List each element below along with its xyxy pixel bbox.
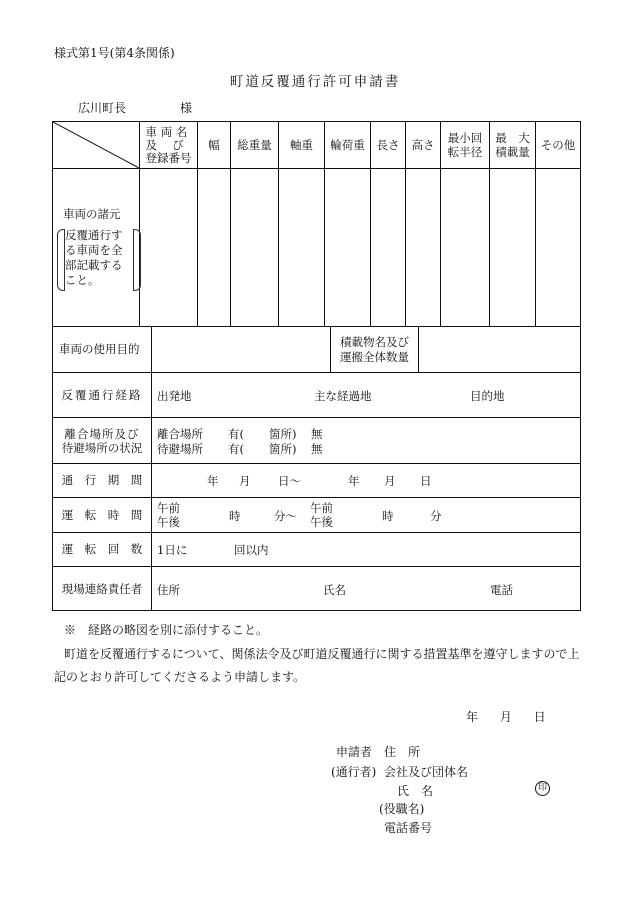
start-pm: 午後 (157, 515, 180, 529)
phone-label: 電話番号 (384, 821, 433, 835)
end-am: 午前 (310, 501, 333, 515)
col-other: その他 (540, 137, 576, 152)
start-am: 午前 (157, 501, 180, 515)
col-gross-weight: 総重量 (237, 137, 272, 152)
trips-prefix: 1日に (157, 543, 188, 557)
waiting-none: 無 (311, 442, 323, 456)
trips-suffix: 回以内 (234, 543, 269, 557)
purpose-label: 車両の使用目的 (59, 342, 140, 357)
col-wheel-load: 輪荷重 (330, 137, 365, 152)
start-minute: 分～ (274, 509, 297, 523)
hours-label: 運 転 時 間 (61, 507, 143, 522)
col-vehicle-name: 車 両 名 及 び 登録番号 (145, 124, 192, 165)
seal-mark: 印 (535, 781, 550, 796)
passing-none: 無 (311, 427, 323, 441)
form-number: 様式第1号(第4条関係) (54, 46, 175, 60)
operator-label: (通行者) (331, 765, 377, 779)
contact-name: 氏名 (323, 583, 346, 597)
cargo-label: 積載物名及び 運搬全体数量 (340, 335, 409, 364)
passing-count: 箇所) (269, 427, 297, 441)
col-length: 長さ (376, 137, 400, 152)
period-end-year: 年 (348, 474, 360, 488)
end-pm: 午後 (310, 515, 333, 529)
pledge-text-line2: 記のとおり許可してくださるよう申請します。 (54, 670, 306, 684)
application-date: 年 月 日 (466, 710, 546, 724)
form-title: 町道反覆通行許可申請書 (229, 74, 401, 90)
col-turning-radius: 最小回 転半径 (447, 130, 483, 159)
route-via: 主な経過地 (314, 389, 372, 403)
passing-has: 有( (228, 427, 244, 441)
period-start-year: 年 (207, 474, 219, 488)
company-label: 会社及び団体名 (384, 765, 469, 779)
route-destination: 目的地 (470, 389, 505, 403)
col-max-load: 最 大 積載量 (495, 130, 530, 159)
vehicle-specs-note: 反覆通行す る車両を全 部記載する こと。 (61, 228, 143, 288)
header-diagonal (53, 122, 140, 169)
application-table (52, 121, 581, 611)
applicant-label: 申請者 (336, 745, 373, 759)
route-label: 反覆通行経路 (61, 387, 143, 402)
col-height: 高さ (411, 137, 435, 152)
route-map-note: ※ 経路の略図を別に添付すること。 (64, 623, 269, 637)
pledge-text-line1: 町道を反覆通行するについて、関係法令及び町道反覆通行に関する措置基準を遵守しますので上 (64, 647, 580, 661)
end-hour: 時 (382, 509, 394, 523)
contact-phone: 電話 (490, 583, 513, 597)
col-axle-load: 軸重 (290, 137, 313, 152)
addressee: 広川町長 (78, 101, 127, 115)
period-end-month: 月 (384, 474, 396, 488)
addressee-suffix: 様 (180, 101, 193, 115)
address-label: 住 所 (384, 745, 421, 759)
contact-label: 現場連絡責任者 (61, 581, 143, 596)
vehicle-specs-label: 車両の諸元 (63, 207, 121, 221)
name-label: 氏 名 (397, 784, 434, 798)
col-width: 幅 (208, 137, 220, 152)
passing-place-label: 離合場所 (157, 427, 203, 441)
waiting-has: 有( (228, 442, 244, 456)
trips-label: 運 転 回 数 (61, 542, 143, 557)
period-start-day: 日～ (278, 474, 301, 488)
stop-label: 離合場所及び 待避場所の状況 (61, 426, 143, 455)
contact-address: 住所 (157, 583, 180, 597)
end-minute: 分 (430, 509, 442, 523)
route-origin: 出発地 (157, 389, 192, 403)
period-end-day: 日 (420, 474, 432, 488)
title-label: (役職名) (379, 802, 425, 816)
waiting-place-label: 待避場所 (157, 442, 203, 456)
period-label: 通 行 期 間 (61, 473, 143, 488)
period-start-month: 月 (239, 474, 251, 488)
waiting-count: 箇所) (269, 442, 297, 456)
start-hour: 時 (229, 509, 241, 523)
